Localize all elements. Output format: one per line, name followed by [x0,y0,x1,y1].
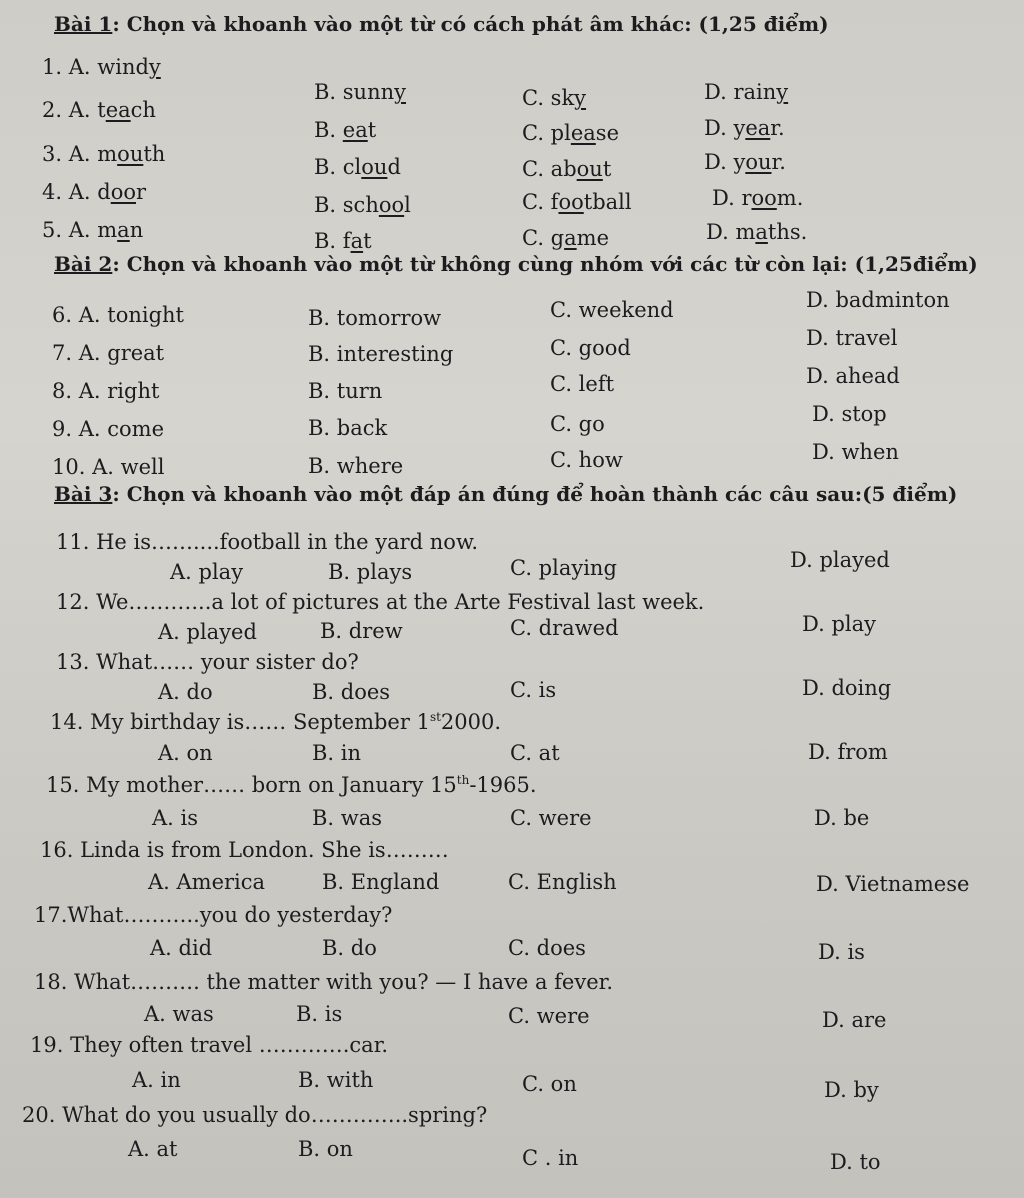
part3-q15-stem: 15. My mother…… born on January 15th-1965. [46,773,537,797]
part3-q18-stem: 18. What………. the matter with you? — I have a fever. [34,970,614,994]
part3-q17-stem: 17.What………..you do yesterday? [34,903,393,927]
part2-q7[interactable] [52,341,164,365]
question-number: 1. [42,55,63,79]
part1-q2-option-c[interactable]: C. please [522,121,620,145]
part1-q5-option-d[interactable]: D. maths. [706,220,808,244]
part3-q17-option-c[interactable]: C. does [508,936,586,960]
part3-q12-option-a[interactable]: A. played [158,620,257,644]
part1-q1-option-b[interactable]: B. sunny [314,80,407,104]
question-number: 9. [52,417,73,441]
part3-q14-option-c[interactable]: C. at [510,741,560,765]
part3-q17-option-b[interactable]: B. do [322,936,377,960]
part3-q13-option-c[interactable]: C. is [510,678,557,702]
part3-q11-option-d[interactable]: D. played [790,548,890,572]
part1-q1[interactable] [42,55,161,79]
part3-q13-option-b[interactable]: B. does [312,680,391,704]
part3-q18-option-a[interactable]: A. was [144,1002,214,1026]
part3-q20-stem: 20. What do you usually do…………..spring? [22,1103,488,1127]
part1-q2[interactable] [42,98,156,122]
part3-q14-option-d[interactable]: D. from [808,740,888,764]
part1-q1-option-c[interactable]: C. sky [522,86,587,110]
question-number: 6. [52,303,73,327]
part3-q11-option-a[interactable]: A. play [170,560,244,584]
part2-q6-option-b[interactable]: B. tomorrow [308,306,442,330]
option-a[interactable]: A. windy [68,55,161,79]
part2-q7-option-b[interactable]: B. interesting [308,342,454,366]
question-number: 3. [42,142,63,166]
section-1-text: : Chọn và khoanh vào một từ có cách phát âm khác: (1,25 điểm) [112,12,829,36]
part3-q11-option-c[interactable]: C. playing [510,556,617,580]
part1-q2-option-b[interactable]: B. eat [314,118,377,142]
part1-q4[interactable] [42,180,146,204]
part3-q16-option-c[interactable]: C. English [508,870,617,894]
option-a[interactable]: A. well [92,455,165,479]
part2-q9[interactable] [52,417,164,441]
part1-q3-option-b[interactable]: B. cloud [314,155,401,179]
part2-q7-option-d[interactable]: D. travel [806,326,898,350]
part3-q14-option-b[interactable]: B. in [312,741,362,765]
part3-q16-option-d[interactable]: D. Vietnamese [816,872,970,896]
part3-q15-option-b[interactable]: B. was [312,806,383,830]
part1-q5-option-b[interactable]: B. fat [314,229,372,253]
option-a[interactable]: A. right [78,379,160,403]
part3-q12-stem: 12. We………...a lot of pictures at the Arte Festival last week. [56,590,705,614]
part2-q8[interactable] [52,379,159,403]
part2-q10[interactable] [52,455,164,479]
part3-q13-option-d[interactable]: D. doing [802,676,892,700]
part3-q19-option-a[interactable]: A. in [132,1068,181,1092]
part3-q15-option-d[interactable]: D. be [814,806,870,830]
part3-q11-option-b[interactable]: B. plays [328,560,413,584]
question-number: 8. [52,379,73,403]
section-3-label: Bài 3 [54,482,113,506]
question-number: 4. [42,180,63,204]
part1-q4-option-d[interactable]: D. room. [712,186,804,210]
part3-q18-option-c[interactable]: C. were [508,1004,590,1028]
part3-q20-option-c[interactable]: C . in [522,1146,579,1170]
part3-q16-option-b[interactable]: B. England [322,870,440,894]
section-3-text: : Chọn và khoanh vào một đáp án đúng để hoàn thành các câu sau:(5 điểm) [112,482,958,506]
option-a[interactable]: A. come [78,417,164,441]
part2-q8-option-c[interactable]: C. left [550,372,615,396]
part3-q12-option-b[interactable]: B. drew [320,619,403,643]
part3-q11-stem: 11. He is……....football in the yard now. [56,530,479,554]
question-number: 5. [42,218,63,242]
part1-q3[interactable] [42,142,165,166]
part1-q3-option-d[interactable]: D. your. [704,150,786,174]
part2-q9-option-d[interactable]: D. stop [812,402,887,426]
part1-q5-option-c[interactable]: C. game [522,226,609,250]
part1-q4-option-b[interactable]: B. school [314,193,411,217]
part3-q17-option-a[interactable]: A. did [150,936,213,960]
section-1-label: Bài 1 [54,12,113,36]
option-a[interactable]: A. mouth [68,142,166,166]
part3-q18-option-d[interactable]: D. are [822,1008,887,1032]
part3-q14-stem: 14. My birthday is…… September 1st2000. [50,710,502,734]
option-a[interactable]: A. tonight [78,303,184,327]
part3-q12-option-d[interactable]: D. play [802,612,876,636]
part2-q10-option-d[interactable]: D. when [812,440,899,464]
part3-q19-option-b[interactable]: B. with [298,1068,374,1092]
part3-q13-option-a[interactable]: A. do [158,680,213,704]
section-2-heading [54,252,978,276]
part3-q13-stem: 13. What…… your sister do? [56,650,359,674]
part3-q20-option-d[interactable]: D. to [830,1150,881,1174]
part2-q8-option-d[interactable]: D. ahead [806,364,900,388]
part1-q5[interactable] [42,218,143,242]
part3-q14-option-a[interactable]: A. on [158,741,213,765]
section-3-heading [54,482,957,506]
option-a[interactable]: A. teach [68,98,156,122]
part3-q20-option-b[interactable]: B. on [298,1137,353,1161]
part2-q10-option-c[interactable]: C. how [550,448,623,472]
part3-q15-option-c[interactable]: C. were [510,806,592,830]
question-number: 7. [52,341,73,365]
part3-q12-option-c[interactable]: C. drawed [510,616,619,640]
part2-q7-option-c[interactable]: C. good [550,336,631,360]
option-a[interactable]: A. great [78,341,165,365]
question-number: 2. [42,98,63,122]
part3-q18-option-b[interactable]: B. is [296,1002,343,1026]
part1-q4-option-c[interactable]: C. football [522,190,632,214]
part2-q6[interactable] [52,303,184,327]
section-2-label: Bài 2 [54,252,113,276]
part3-q16-option-a[interactable]: A. America [148,870,266,894]
part2-q9-option-b[interactable]: B. back [308,416,388,440]
part3-q19-stem: 19. They often travel ………….car. [30,1033,389,1057]
part2-q6-option-c[interactable]: C. weekend [550,298,674,322]
part3-q16-stem: 16. Linda is from London. She is……… [40,838,449,862]
part1-q3-option-c[interactable]: C. about [522,157,612,181]
option-a[interactable]: A. man [68,218,144,242]
part3-q17-option-d[interactable]: D. is [818,940,865,964]
part1-q2-option-d[interactable]: D. year. [704,116,785,140]
part2-q10-option-b[interactable]: B. where [308,454,404,478]
part3-q19-option-d[interactable]: D. by [824,1078,879,1102]
part3-q19-option-c[interactable]: C. on [522,1072,577,1096]
part3-q15-option-a[interactable]: A. is [152,806,199,830]
section-1-heading [54,12,829,36]
part3-q20-option-a[interactable]: A. at [128,1137,178,1161]
section-2-text: : Chọn và khoanh vào một từ không cùng nhóm với các từ còn lại: (1,25điểm) [112,252,978,276]
question-number: 10. [52,455,86,479]
part2-q9-option-c[interactable]: C. go [550,412,605,436]
option-a[interactable]: A. door [68,180,147,204]
part2-q6-option-d[interactable]: D. badminton [806,288,950,312]
part1-q1-option-d[interactable]: D. rainy [704,80,789,104]
part2-q8-option-b[interactable]: B. turn [308,379,383,403]
